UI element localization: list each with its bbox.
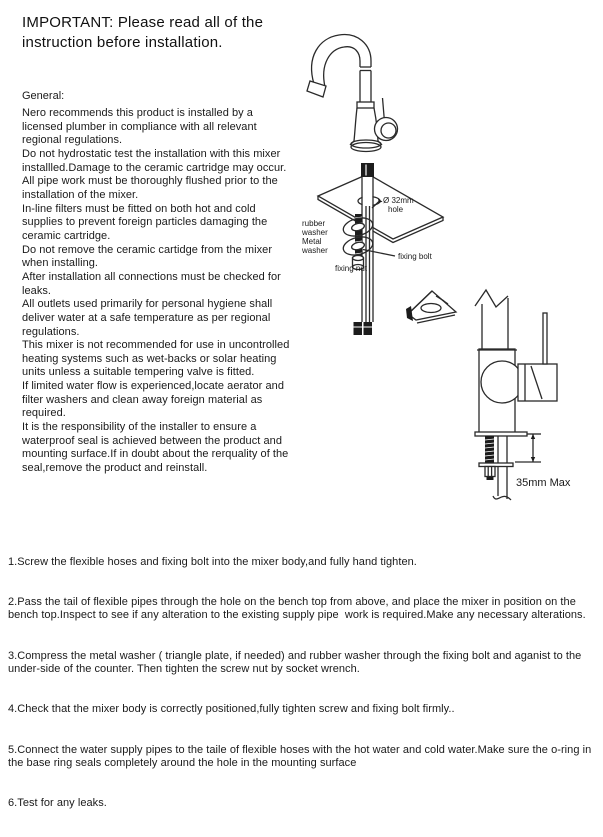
page-title: IMPORTANT: Please read all of the instruction before installation. [22, 14, 264, 51]
general-paragraph: This mixer is not recommended for use in uncontrolled heating systems such as wet-backs or solar heating units unless a suitable tempering valve is fitted. [22, 339, 290, 379]
step-item: 3.Compress the metal washer ( triangle plate, if needed) and rubber washer through the fixing bolt and aganist to the under-side of the counter. Then tighten the screw nut by socket wrench. [8, 649, 585, 676]
step-item: 2.Pass the tail of flexible pipes through the hole on the bench top from above, and place the mixer in position on the bench top.Inspect to see if any alteration to the existing supply pipe work is required.Make any necessary alterations. [8, 596, 586, 622]
max-thickness-label: 35mm Max [516, 477, 571, 489]
pipe-break-symbol [493, 496, 511, 500]
general-paragraph: It is the responsibility of the installer to ensure a waterproof seal is achieved between the product and mounting surface.If in doubt about the rerquality of the seal,remove the product and reinstall. [22, 421, 289, 475]
thickness-dimension [515, 434, 541, 462]
mixer-cross-section-diagram [452, 283, 600, 518]
tap-shank [361, 163, 374, 177]
triangle-plate [406, 291, 456, 323]
general-paragraph: All outlets used primarily for personal hygiene shall deliver water at a safe temperature as per regional regulations. [22, 298, 273, 338]
fixing-nut-section [485, 467, 495, 481]
pipe-break-symbol [475, 290, 508, 307]
handle-stem [543, 313, 547, 364]
bench-mounting-diagram [295, 158, 470, 343]
fixing-bolt-section [485, 436, 494, 464]
general-paragraph: After installation all connections must be checked for leaks. [22, 270, 281, 297]
rubber-washer-label-line1: rubber [302, 219, 326, 228]
fixing-bolt-label: fixing bolt [398, 252, 432, 261]
mixer-tap-drawing [293, 10, 443, 170]
rubber-washer-label-line2: washer [302, 228, 328, 237]
fixing-nut-label: fixing nut [335, 264, 368, 273]
handle-block [518, 364, 557, 401]
spout-tip [307, 81, 326, 97]
hole-label-line2: hole [388, 205, 404, 214]
flexible-hose-ends [354, 322, 373, 335]
metal-washer-section [479, 463, 513, 467]
general-notes [22, 107, 290, 476]
body-dome [481, 361, 523, 403]
metal-washer-label-line1: Metal [302, 237, 322, 246]
step-item: 6.Test for any leaks. [8, 797, 107, 810]
step-item: 1.Screw the flexible hoses and fixing bolt into the mixer body,and fully hand tighten. [8, 555, 417, 568]
general-paragraph: Do not hydrostatic test the installation with this mixer installled.Damage to the ceramic cartridge may occur. [22, 147, 287, 174]
hole-label-line1: Ø 32mm [383, 196, 414, 205]
step-item: 4.Check that the mixer body is correctly positioned,fully tighten screw and fixing bolt firmly.. [8, 703, 455, 716]
general-paragraph: Do not remove the ceramic cartidge from the mixer when installing. [22, 243, 273, 270]
general-paragraph: All pipe work must be thoroughly flushed prior to the installation of the mixer. [22, 175, 278, 201]
step-item: 5.Connect the water supply pipes to the taile of flexible hoses with the hot water and cold water.Make sure the o-ring in the base ring seals completely around the hole in the mounting surface [8, 743, 595, 769]
general-paragraph: Nero recommends this product is installed by a licensed plumber in compliance with all relevant regional regulations. [22, 107, 257, 147]
general-heading: General: [22, 90, 65, 102]
base-ring-flange [475, 432, 527, 436]
general-paragraph: If limited water flow is experienced,locate aerator and filter washers and clean away foreign material as required. [22, 380, 284, 420]
general-paragraph: In-line filters must be fitted on both hot and cold supplies to prevent foreign particles damaging the ceramic cartridge. [22, 202, 268, 242]
installation-steps [8, 529, 600, 837]
metal-washer-label-line2: washer [302, 246, 328, 255]
